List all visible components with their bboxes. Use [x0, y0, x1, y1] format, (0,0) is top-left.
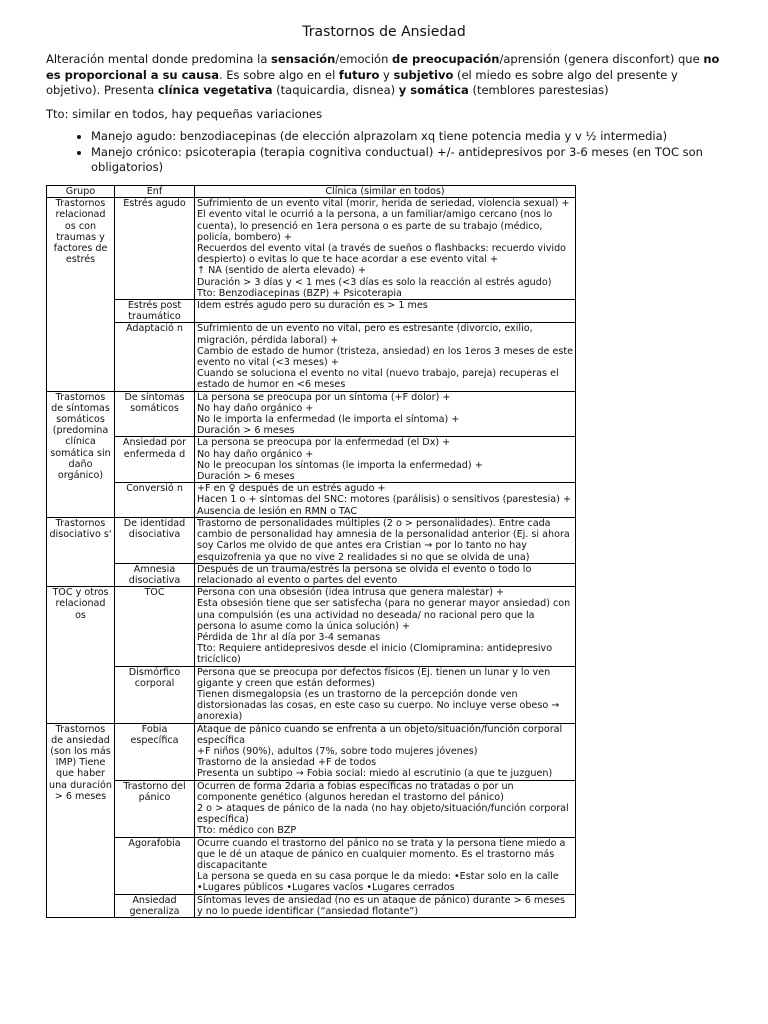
intro-bold-text: clínica vegetativa: [157, 83, 273, 97]
intro-bold-text: sensación: [271, 52, 336, 66]
clinical-cell: Síntomas leves de ansiedad (no es un ataque de pánico) durante > 6 meses y no lo puede identificar (“ansiedad flotante”): [195, 894, 576, 917]
group-cell: Trastornos de síntomas somáticos (predomina clínica somática sin daño orgánico): [47, 391, 115, 517]
intro-bold-text: subjetivo: [393, 67, 454, 82]
disorders-table: [46, 185, 576, 918]
treatment-line: Tto: similar en todos, hay pequeñas variaciones: [46, 107, 323, 121]
group-cell: Trastornos relacionad os con traumas y factores de estrés: [47, 198, 115, 391]
clinical-cell: La persona se preocupa por un síntoma (+F dolor) + No hay daño orgánico + No le importa la enfermedad (le importa el síntoma) + Duración > 6 meses: [195, 391, 576, 437]
table-row: [47, 780, 576, 837]
clinical-cell: Sufrimiento de un evento no vital, pero es estresante (divorcio, exilio, migración, pérdida laboral) + Cambio de estado de humor (tristeza, ansiedad) en los 1eros 3 meses de este evento no vital (<3 meses) + Cuando se soluciona el evento no vital (nuevo trabajo, pareja) recuperas el estado de humor en <6 meses: [195, 323, 576, 391]
table-row: [47, 198, 576, 300]
table-row: [47, 483, 576, 518]
disease-cell: De síntomas somáticos: [115, 391, 195, 437]
group-cell: Trastornos de ansiedad (son los más IMP) Tiene que haber una duración > 6 meses: [47, 723, 115, 917]
table-row: [47, 666, 576, 723]
group-cell: Trastornos disociativo s': [47, 517, 115, 586]
table-row: [47, 323, 576, 391]
table-header-row: [47, 186, 576, 198]
clinical-cell: Después de un trauma/estrés la persona se olvida el evento o todo lo relacionado al evento o partes del evento: [195, 563, 576, 586]
intro-text: /emoción: [335, 52, 393, 66]
group-cell: TOC y otros relacionad os: [47, 587, 115, 723]
clinical-cell: Idem estrés agudo pero su duración es > 1 mes: [195, 300, 576, 323]
intro-text: (taquicardia, disnea): [272, 83, 399, 97]
intro-text: Alteración mental donde predomina la: [46, 52, 272, 66]
disease-cell: Ansiedad por enfermeda d: [115, 437, 195, 483]
table-body: [47, 198, 576, 918]
intro-text: . Es sobre algo en el: [218, 67, 339, 82]
intro-text: (temblores parestesias): [468, 83, 609, 97]
disease-cell: Amnesia disociativa: [115, 563, 195, 586]
table-row: [47, 437, 576, 483]
intro-text: y: [379, 67, 394, 82]
disease-cell: Estrés post traumático: [115, 300, 195, 323]
intro-bold-text: y somática: [398, 83, 469, 97]
table-row: [47, 723, 576, 780]
table-row: [47, 837, 576, 894]
disease-cell: De identidad disociativa: [115, 517, 195, 563]
disease-cell: Conversió n: [115, 483, 195, 518]
intro-bold-text: de preocupación: [392, 52, 500, 66]
clinical-cell: Trastorno de personalidades múltiples (2 o > personalidades). Entre cada cambio de personalidad hay amnesia de la personalidad anterior (Ej. si ahora soy Carlos me olvido de que antes era Cristian → por lo tanto no hay esquizofrenia ya que no vive 2 realidades si no que se olvida de una): [195, 517, 576, 563]
table-row: [47, 894, 576, 917]
disease-cell: Trastorno del pánico: [115, 780, 195, 837]
document-title: Trastornos de Ansiedad: [302, 24, 466, 40]
clinical-cell: La persona se preocupa por la enfermedad (el Dx) + No hay daño orgánico + No le preocupan los síntomas (le importa la enfermedad) + Duración > 6 meses: [195, 437, 576, 483]
disease-cell: Ansiedad generaliza: [115, 894, 195, 917]
table-row: [47, 563, 576, 586]
intro-bold-text: no es proporcional a su causa: [46, 52, 720, 82]
table-row: [47, 300, 576, 323]
table-row: [47, 587, 576, 666]
bullet-item: • Manejo crónico: psicoterapia (terapia cognitiva conductual) +/- antidepresivos por 3-6 meses (en TOC son obligatorios): [91, 145, 768, 176]
header-enf: Enf: [115, 186, 195, 198]
disease-cell: Dismórfico corporal: [115, 666, 195, 723]
intro-bold-text: futuro: [338, 67, 380, 82]
clinical-cell: Sufrimiento de un evento vital (morir, herida de seriedad, violencia sexual) + El evento vital le ocurrió a la persona, a un familiar/amigo cercano (nos lo cuenta), lo presenció en 1era persona o es parte de su trabajo (médico, policía, bombero) + Recuerdos del evento vital (a través de sueños o flashbacks: recuerdo vivido despierto) o evitas lo que te hace acordar a ese evento vital + ↑ NA (sentido de alerta elevado) + Duración > 3 días y < 1 mes (<3 días es solo la reacción al estrés agudo) Tto: Benzodiacepinas (BZP) + Psicoterapia: [195, 198, 576, 300]
clinical-cell: Ataque de pánico cuando se enfrenta a un objeto/situación/función corporal específica +F niños (90%), adultos (7%, sobre todo mujeres jóvenes) Trastorno de la ansiedad +F de todos Presenta un subtipo → Fobia social: miedo al escrutinio (a que te juzguen): [195, 723, 576, 780]
clinical-cell: Ocurren de forma 2daria a fobias específicas no tratadas o por un componente genético (algunos heredan el trastorno del pánico) 2 o > ataques de pánico de la nada (no hay objeto/situación/función corporal específica) Tto: médico con BZP: [195, 780, 576, 837]
table-row: [47, 517, 576, 563]
header-grupo: Grupo: [47, 186, 115, 198]
intro-paragraph: [46, 52, 726, 99]
disease-cell: Adaptació n: [115, 323, 195, 391]
clinical-cell: +F en ♀ después de un estrés agudo + Hacen 1 o + síntomas del SNC: motores (parálisis) o sensitivos (parestesia) + Ausencia de lesión en RMN o TAC: [195, 483, 576, 518]
bullet-item: • Manejo agudo: benzodiacepinas (de elección alprazolam xq tiene potencia media y v ½ intermedia): [91, 129, 768, 145]
clinical-cell: Persona que se preocupa por defectos físicos (Ej. tienen un lunar y lo ven gigante y creen que están deformes) Tienen dismegalopsia (es un trastorno de la percepción donde ven distorsionadas las cosas, en este caso su cuerpo. No incluye verse obeso → anorexia): [195, 666, 576, 723]
intro-text: (el miedo es sobre algo del presente y objetivo). Presenta: [46, 67, 678, 97]
disease-cell: Agorafobia: [115, 837, 195, 894]
disease-cell: Estrés agudo: [115, 198, 195, 300]
treatment-bullets: [46, 129, 768, 176]
header-clinica: Clínica (similar en todos): [195, 186, 576, 198]
clinical-cell: Persona con una obsesión (idea intrusa que genera malestar) + Esta obsesión tiene que ser satisfecha (para no generar mayor ansiedad) con una compulsión (es una actividad no deseada/ no racional pero que la persona lo asume como la única solución) + Pérdida de 1hr al día por 3-4 semanas Tto: Requiere antidepresivos desde el inicio (Clomipramina: antidepresivo tricíclico): [195, 587, 576, 666]
clinical-cell: Ocurre cuando el trastorno del pánico no se trata y la persona tiene miedo a que le dé un ataque de pánico en cualquier momento. Es el trastorno más discapacitante La persona se queda en su casa porque le da miedo: •Estar solo en la calle •Lugares públicos •Lugares vacíos •Lugares cerrados: [195, 837, 576, 894]
disease-cell: TOC: [115, 587, 195, 666]
intro-text: /aprensión (genera disconfort) que: [499, 52, 704, 66]
disease-cell: Fobia específica: [115, 723, 195, 780]
table-row: [47, 391, 576, 437]
